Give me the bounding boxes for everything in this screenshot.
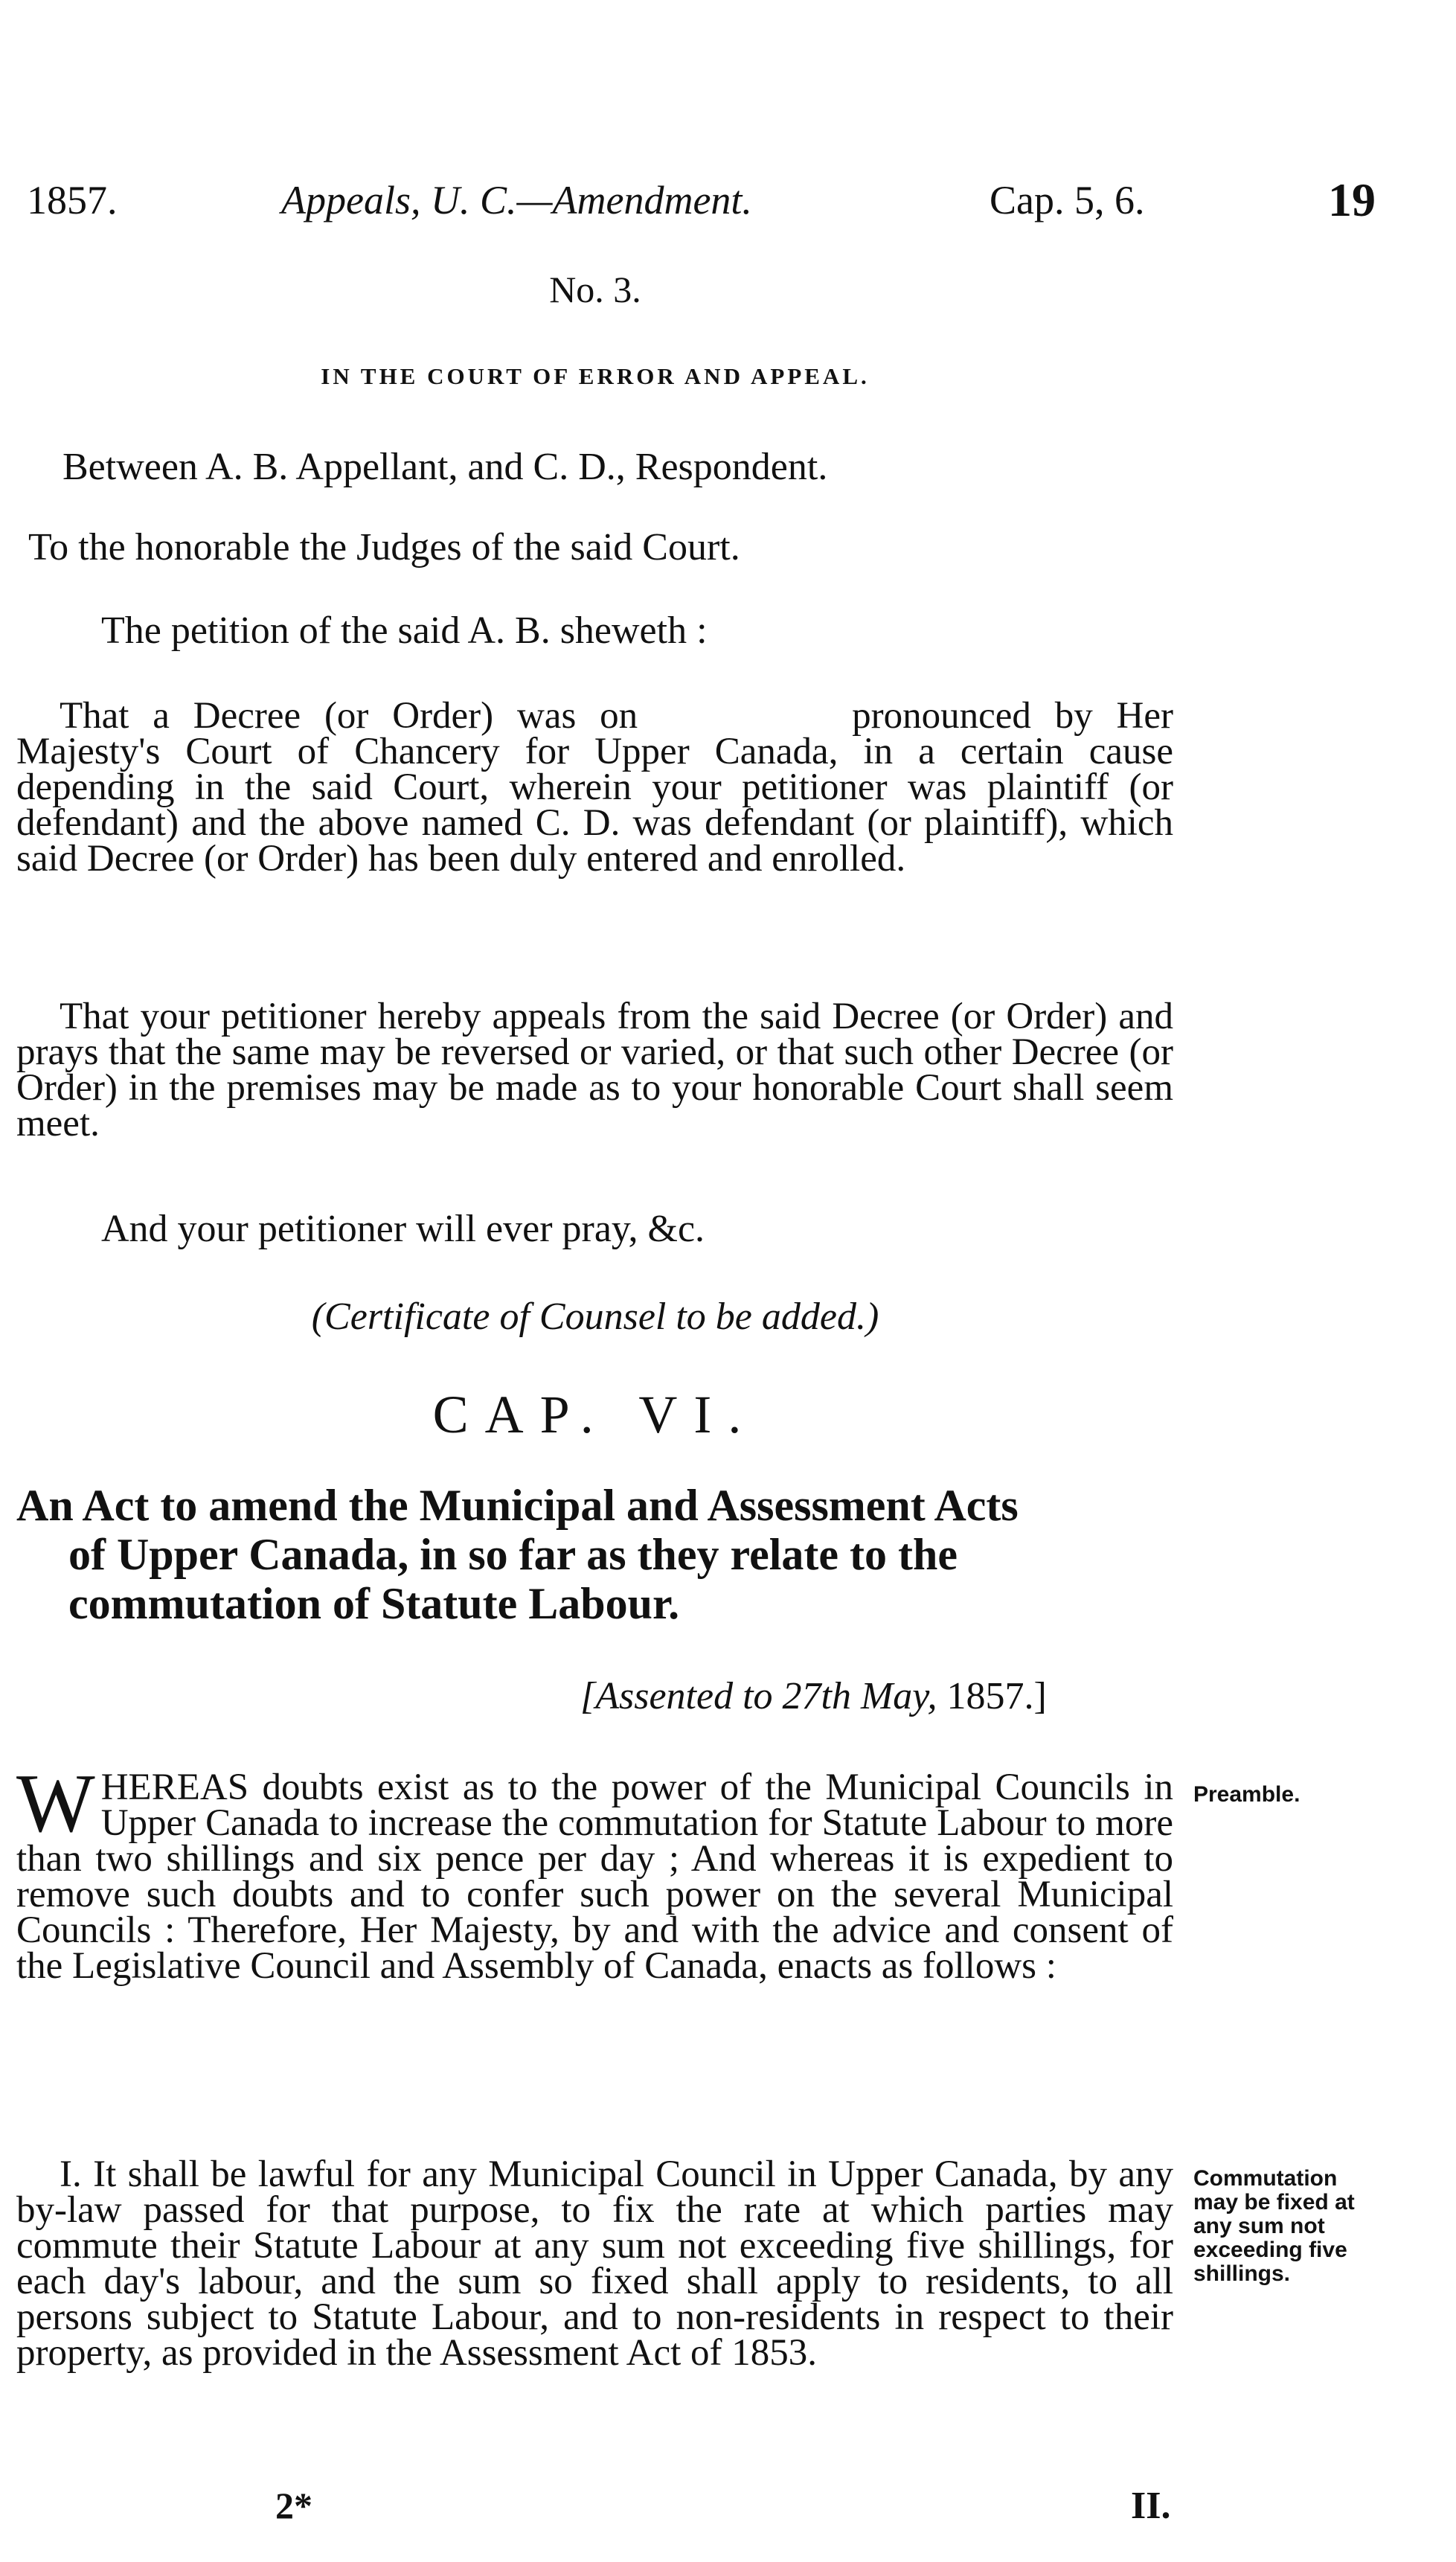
act-title (16, 1481, 1192, 1628)
petition-paragraph-1 (16, 695, 1173, 880)
next-section-catchword: II. (1131, 2485, 1171, 2527)
act-title-first: An Act to amend the Municipal and Assessment Acts (16, 1481, 1019, 1530)
section-1-margin-note: Commutation may be fixed at any sum not exceeding five shillings. (1193, 2166, 1355, 2286)
assent-prefix: [Assented to 27th May, (580, 1675, 937, 1717)
assent-line (580, 1674, 1047, 1718)
header-title: Appeals, U. C.—Amendment. (281, 178, 752, 222)
para2-text: That your petitioner hereby appeals from the said Decree (or Order) and prays that the same may be reversed or varied, or that such other Decree (or Order) in the premises may be made as to your honorable Court shall seem meet. (16, 996, 1173, 1144)
assent-year: 1857.] (946, 1675, 1047, 1717)
para1-start: That a Decree (or Order) was on (60, 695, 638, 737)
preamble-margin-note: Preamble. (1193, 1782, 1301, 1807)
petition-paragraph-2 (16, 996, 1173, 1144)
parties-line: Between A. B. Appellant, and C. D., Respondent. (62, 446, 828, 488)
petition-intro: The petition of the said A. B. sheweth : (101, 609, 708, 652)
form-number: No. 3. (549, 269, 641, 310)
signature-mark: 2* (275, 2485, 312, 2526)
certificate-note: (Certificate of Counsel to be added.) (311, 1296, 879, 1338)
para1-end: pronounced by Her Majesty's Court of Chancery for Upper Canada, in a certain cause depending in the said Court, wherein your petitioner was plaintiff (or defendant) and the above named C. D. was defendant (or plaintiff), which said Decree (or Order) has been duly entered and enrolled. (16, 695, 1173, 880)
addressee-line: To the honorable the Judges of the said Court. (28, 526, 740, 569)
page-number: 19 (1328, 173, 1376, 226)
header-cap: Cap. 5, 6. (990, 178, 1145, 222)
court-heading: IN THE COURT OF ERROR AND APPEAL. (321, 363, 870, 389)
header-year: 1857. (27, 178, 118, 222)
section-1-text: I. It shall be lawful for any Municipal Council in Upper Canada, by any by-law passed for that purpose, to fix the rate at which parties may commute their Statute Labour at any sum not exceeding five shillings, for each day's labour, and the sum so fixed shall apply to residents, to all persons subject to Statute Labour, and to non-residents in respect to their property, as provided in the Assessment Act of 1853. (16, 2153, 1173, 2374)
preamble-paragraph (16, 1758, 1173, 1987)
section-1-paragraph (16, 2153, 1173, 2374)
chapter-heading: CAP. VI. (432, 1385, 758, 1444)
preamble-text: HEREAS doubts exist as to the power of the Municipal Councils in Upper Canada to increase the commutation for Statute Labour to more than two shillings and six pence per day ; And whereas it is expedient to remove such doubts and to confer such power on the several Municipal Councils : Therefore, Her Majesty, by and with the advice and consent of the Legislative Council and Assembly of Canada, enacts as follows : (16, 1767, 1173, 1987)
drop-cap: W (16, 1758, 95, 1850)
closing-line: And your petitioner will ever pray, &c. (101, 1208, 705, 1250)
act-title-rest: of Upper Canada, in so far as they relate to the commutation of Statute Labour. (68, 1530, 958, 1628)
